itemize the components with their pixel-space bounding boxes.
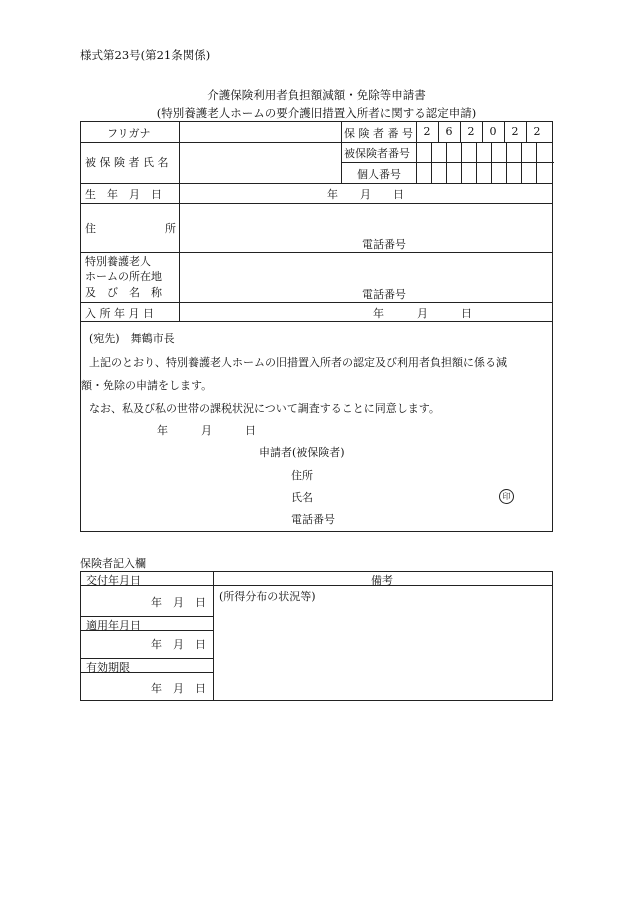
form-title: 介護保険利用者負担額減額・免除等申請書 [207,88,426,102]
birth-date-value: 年 月 日 [327,188,404,201]
insurer-section-label: 保険者記入欄 [80,557,146,570]
insured-number-label: 被保険者番号 [344,147,410,160]
body-text: なお、私及び私の世帯の課税状況について調査することに同意します。 [89,402,440,415]
facility-label: 及 び 名 称 [85,286,162,299]
remarks-label: 備考 [371,574,393,587]
insurer-number-label: 保 険 者 番 号 [344,127,413,140]
insurer-digit: 2 [423,125,431,138]
insurer-digit: 2 [467,125,475,138]
facility-label: ホームの所在地 [85,270,162,283]
facility-phone-label: 電話番号 [362,288,406,301]
remarks-note: (所得分布の状況等) [219,590,316,603]
applicant-address-label: 住所 [291,469,313,482]
apply-date-label: 適用年月日 [86,619,141,632]
insurer-digit: 2 [533,125,541,138]
form-subtitle: (特別養護老人ホームの要介護旧措置入所者に関する認定申請) [156,106,477,120]
body-text: 額・免除の申請をします。 [81,379,213,392]
facility-label: 特別養護老人 [85,255,151,268]
seal-icon: 印 [499,489,514,504]
insurer-table [80,571,553,701]
issue-date-label: 交付年月日 [86,574,141,587]
individual-number-label: 個人番号 [357,168,401,181]
address-label: 住 [85,222,96,235]
insurer-digit: 6 [445,125,453,138]
applicant-name-label: 氏名 [291,491,313,504]
validity-label: 有効期限 [86,661,130,674]
insured-name-label: 被 保 険 者 氏 名 [85,156,169,169]
address-phone-label: 電話番号 [362,238,406,251]
validity-value: 年 月 日 [151,682,206,695]
admission-date-label: 入 所 年 月 日 [85,307,154,320]
form-number: 様式第23号(第21条関係) [80,48,211,62]
address-label: 所 [165,222,176,235]
application-date: 年 月 日 [157,424,256,437]
applicant-label: 申請者(被保険者) [259,446,345,459]
issue-date-value: 年 月 日 [151,596,206,609]
apply-date-value: 年 月 日 [151,638,206,651]
insurer-digit: 0 [489,125,497,138]
admission-date-value: 年 月 日 [373,307,472,320]
body-text: 上記のとおり、特別養護老人ホームの旧措置入所者の認定及び利用者負担額に係る減 [89,356,507,369]
applicant-phone-label: 電話番号 [291,513,335,526]
birth-date-label: 生 年 月 日 [85,188,162,201]
application-table [80,121,553,532]
furigana-label: フリガナ [107,127,151,140]
addressee: (宛先) 舞鶴市長 [89,332,175,345]
insurer-digit: 2 [511,125,519,138]
